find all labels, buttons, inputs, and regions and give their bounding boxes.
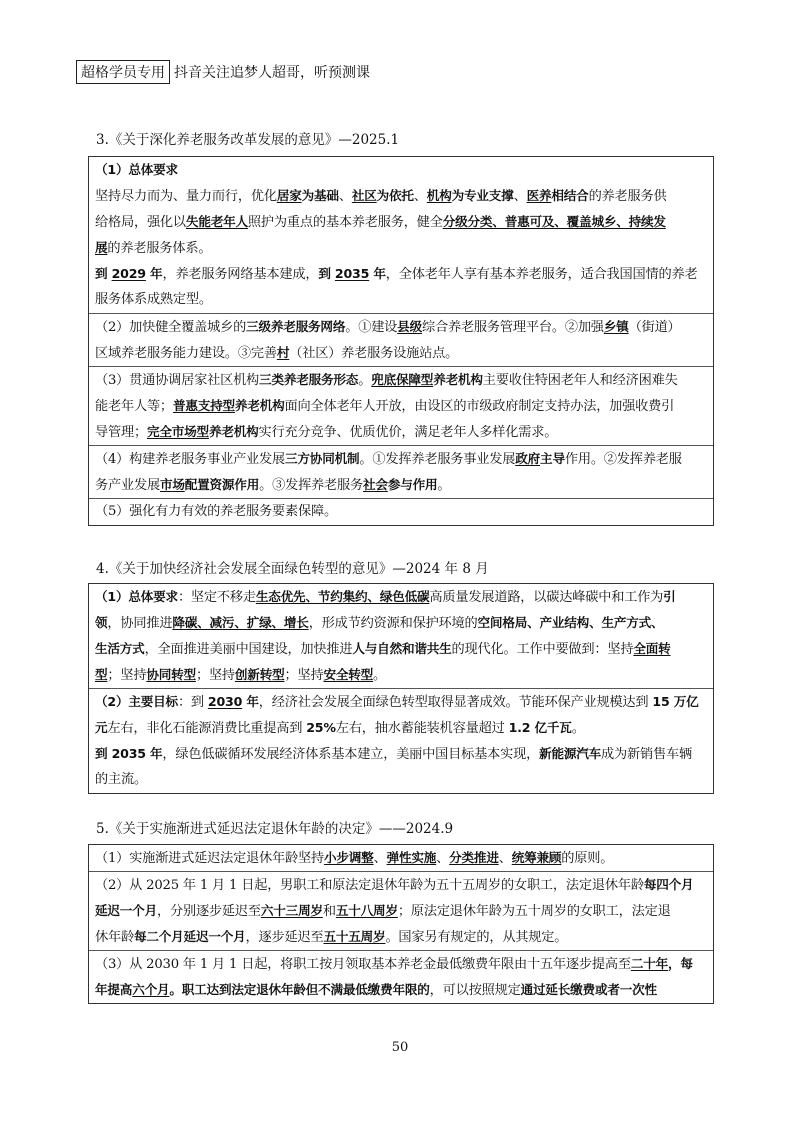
body-text: ：到 (177, 695, 208, 710)
text-line (95, 951, 707, 977)
emphasis-text: 引 (663, 589, 676, 604)
emphasis-text: 政府 (515, 451, 541, 466)
emphasis-text: 六十三周岁 (260, 903, 323, 918)
body-text: （1）实施渐进式延迟法定退休年龄坚持 (95, 851, 324, 866)
emphasis-text: 社会 (363, 477, 388, 492)
text-line (95, 741, 707, 767)
emphasis-text: 社区 (351, 188, 377, 203)
text-line (95, 261, 707, 287)
body-text: ，分别逐步延迟至 (156, 904, 261, 919)
body-text: 坚持尽力而为、量力而行，优化 (95, 189, 277, 204)
section-row (89, 314, 713, 367)
body-text: ，绿色低碳循环发展经济体系基本建立，美丽中国目标基本实现， (162, 747, 540, 762)
body-text: ，养老服务网络基本建成， (162, 267, 319, 282)
text-line (95, 977, 707, 1003)
body-text: 成为新销售车辆 (601, 747, 692, 762)
emphasis-text: （1）总体要求 (95, 589, 178, 604)
emphasis-text: 延迟一个月 (95, 903, 157, 918)
body-text: 、 (436, 851, 450, 866)
section-row (89, 689, 713, 793)
emphasis-text: 市场 (159, 477, 185, 492)
body-text: 的原则。 (561, 851, 614, 866)
text-line (95, 715, 707, 741)
text-line (95, 419, 707, 445)
body-text: 。①发挥养老服务事业发展 (359, 452, 516, 467)
emphasis-text: 为依托 (376, 188, 414, 203)
text-line (95, 472, 707, 498)
emphasis-text: 2029 (111, 266, 146, 281)
body-text: 、 (413, 189, 427, 204)
text-line (95, 393, 707, 419)
emphasis-text: 机构 (426, 188, 452, 203)
body-text: 面向全体老年人开放，由设区的市级政府制定支持办法，加强收费引 (284, 399, 675, 414)
emphasis-text: 生态优先、节约集约、绿色低碳 (255, 589, 430, 604)
body-text: （4）构建养老服务事业产业发展 (95, 452, 286, 467)
body-text: 综合养老服务管理平台。②加强 (421, 320, 604, 335)
body-text: （3）从 2030 年 1 月 1 日起，将职工按月领取基本养老金最低缴费年限由十五年逐步提高至 (95, 957, 631, 972)
emphasis-text: 到 (95, 266, 112, 281)
body-text: 区域养老服务能力建设。③完善 (95, 346, 277, 361)
body-text: ，形成节约资源和保护环境的 (308, 616, 478, 631)
section-row (89, 584, 713, 689)
body-text: 的主流。 (95, 772, 147, 787)
text-line (95, 314, 707, 340)
emphasis-text: 相结合 (551, 188, 589, 203)
section-title-4: 4.《关于加快经济社会发展全面绿色转型的意见》—2024 年 8 月 (96, 561, 489, 577)
text-line (95, 287, 707, 313)
emphasis-text: 生活方式 (95, 641, 145, 656)
body-text: 。 (437, 478, 451, 493)
emphasis-text: 三类养老服务形态 (259, 372, 359, 387)
emphasis-text: 。职工达到法定退休年龄但不满最低缴费年限的 (169, 982, 430, 997)
emphasis-text: 弹性实施 (386, 850, 437, 865)
section-row (89, 367, 713, 446)
emphasis-text: 养老机构 (234, 398, 285, 413)
student-tag: 超格学员专用 (76, 60, 170, 84)
page-number: 50 (391, 1040, 409, 1055)
section-row (89, 446, 713, 499)
emphasis-text: 年提高 (95, 982, 133, 997)
body-text: 。①建设 (345, 320, 398, 335)
emphasis-text: （1）总体要求 (95, 162, 178, 177)
body-text: 能老年人等； (95, 399, 173, 414)
text-line (95, 898, 707, 924)
body-text: 左右，非化石能源消费比重提高到 (107, 721, 307, 736)
text-line (95, 235, 707, 261)
body-text: 左右，抽水蓄能装机容量超过 (335, 721, 509, 736)
text-line (95, 499, 707, 525)
emphasis-text: 通过延长缴费或者一次性 (520, 982, 657, 997)
emphasis-text: 配置资源作用 (184, 477, 260, 492)
text-line (95, 157, 707, 183)
emphasis-text: 小步调整 (323, 850, 374, 865)
emphasis-text: 普惠支持型 (172, 398, 235, 413)
body-text: 。国家另有规定的，从其规定。 (385, 930, 568, 945)
section-row (89, 157, 713, 314)
body-text: 高质量发展道路，以碳达峰碳中和工作为 (429, 590, 664, 605)
emphasis-text: 参与作用 (387, 477, 438, 492)
body-text: 的养老服务体系。 (107, 241, 212, 256)
emphasis-text: 医养 (526, 188, 552, 203)
body-text: （社区）养老服务设施站点。 (289, 346, 459, 361)
emphasis-text: 型 (95, 667, 108, 682)
body-text: ，全面推进美丽中国建设，加快推进 (144, 642, 353, 657)
emphasis-text: 五十八周岁 (335, 903, 398, 918)
section-box-4 (88, 583, 714, 794)
emphasis-text: 领 (95, 615, 108, 630)
body-text: 作用。②发挥养老服 (564, 452, 682, 467)
body-text: （3）贯通协调居家社区机构 (95, 373, 260, 388)
emphasis-text: ，每 (668, 956, 693, 971)
emphasis-text: 15 万亿 (652, 694, 699, 709)
body-text: 、 (338, 189, 352, 204)
body-text: （街道） (628, 320, 681, 335)
emphasis-text: 全面转 (633, 641, 671, 656)
body-text: 。③发挥养老服务 (259, 478, 364, 493)
body-text: 的现代化。工作中要做到：坚持 (451, 642, 634, 657)
body-text: （2）从 2025 年 1 月 1 日起，男职工和原法定退休年龄为五十五周岁的女职工，法定退休年龄 (95, 878, 644, 893)
emphasis-text: 县级 (397, 319, 422, 334)
text-line (95, 924, 707, 950)
body-text: ，经济社会发展全面绿色转型取得显著成效。节能环保产业规模达到 (258, 695, 653, 710)
body-text: 。 (571, 721, 585, 736)
emphasis-text: 人与自然和谐共生 (352, 641, 452, 656)
emphasis-text: 分级分类、普惠可及、覆盖城乡、持续发 (442, 214, 666, 229)
body-text: ，逐步延迟至 (245, 930, 324, 945)
section-row (89, 499, 713, 525)
emphasis-text: 兜底保障型 (371, 372, 434, 387)
text-line (95, 340, 707, 366)
text-line (95, 636, 707, 662)
emphasis-text: 协同转型 (146, 667, 196, 682)
emphasis-text: 1.2 亿千瓦 (508, 720, 572, 735)
section-row (89, 951, 713, 1003)
body-text: 、 (513, 189, 527, 204)
body-text: （2）加快健全覆盖城乡的 (95, 320, 247, 335)
section-row (89, 872, 713, 951)
body-text: ，协同推进 (107, 616, 173, 631)
body-text: 的养老服务供 (588, 189, 667, 204)
body-text: ；原法定退休年龄为五十周岁的女职工，法定退 (397, 904, 671, 919)
body-text: 导管理； (95, 425, 147, 440)
text-line (95, 584, 707, 610)
text-line (95, 209, 707, 235)
emphasis-text: 为专业支撑 (451, 188, 514, 203)
emphasis-text: 二十年 (630, 956, 669, 971)
emphasis-text: 到 (318, 266, 335, 281)
emphasis-text: 三级养老服务网络 (246, 319, 346, 334)
body-text: ，全体老年人享有基本养老服务，适合我国国情的养老 (385, 267, 698, 282)
emphasis-text: 安全转型 (323, 667, 374, 682)
emphasis-text: 五十五周岁 (323, 929, 386, 944)
emphasis-text: （2）主要目标 (95, 694, 178, 709)
section-title-3: 3.《关于深化养老服务改革发展的意见》—2025.1 (96, 132, 400, 148)
emphasis-text: 乡镇 (603, 319, 629, 334)
body-text: 。 (373, 668, 387, 683)
emphasis-text: 2035 (334, 266, 370, 281)
text-line (95, 610, 707, 636)
section-box-5 (88, 844, 714, 1004)
emphasis-text: 村 (276, 345, 290, 360)
body-text: ；坚持 (195, 668, 235, 683)
text-line (95, 662, 707, 688)
emphasis-text: 养老机构 (208, 424, 259, 439)
text-line (95, 446, 707, 472)
body-text: 给格局，强化以 (95, 215, 186, 230)
body-text: 实行充分竞争、优质优价，满足老年人多样化需求。 (258, 425, 558, 440)
body-text: （5）强化有力有效的养老服务要素保障。 (95, 504, 337, 519)
body-text: 、 (373, 851, 387, 866)
section-title-5: 5.《关于实施渐进式延迟法定退休年龄的决定》——2024.9 (96, 821, 454, 837)
body-text: 。 (358, 373, 372, 388)
text-line (95, 845, 707, 871)
section-row (89, 845, 713, 872)
emphasis-text: 创新转型 (234, 667, 285, 682)
emphasis-text: 失能老年人 (185, 214, 248, 229)
emphasis-text: 完全市场型 (146, 424, 209, 439)
emphasis-text: 为基础 (301, 188, 339, 203)
body-text: 、 (498, 851, 512, 866)
emphasis-text: 年 (369, 266, 386, 281)
text-line (95, 872, 707, 898)
text-line (95, 183, 707, 209)
text-line (95, 689, 707, 715)
body-text: 和 (322, 904, 336, 919)
section-box-3 (88, 156, 714, 526)
body-text: 休年龄 (95, 930, 134, 945)
body-text: 务产业发展 (95, 478, 160, 493)
emphasis-text: 分类推进 (449, 850, 499, 865)
emphasis-text: 三方协同机制 (285, 451, 360, 466)
body-text: ，可以按照规定 (429, 983, 521, 998)
emphasis-text: 居家 (276, 188, 302, 203)
body-text: 主要收住特困老年人和经济困难失 (482, 373, 678, 388)
emphasis-text: 元 (95, 720, 108, 735)
emphasis-text: 2030 (207, 694, 243, 709)
emphasis-text: 25% (306, 720, 336, 735)
emphasis-text: 主导 (540, 451, 565, 466)
body-text: 服务体系成熟定型。 (95, 292, 212, 307)
emphasis-text: 年 (242, 694, 259, 709)
emphasis-text: 六个月 (132, 982, 170, 997)
body-text: ；坚持 (284, 668, 324, 683)
body-text: ；坚持 (107, 668, 147, 683)
body-text: ：坚定不移走 (177, 590, 256, 605)
emphasis-text: 年 (145, 266, 163, 281)
body-text: 照护为重点的基本养老服务，健全 (247, 215, 443, 230)
emphasis-text: 每二个月延迟一个月 (133, 929, 246, 944)
emphasis-text: 到 2035 年 (95, 746, 163, 761)
emphasis-text: 每四个月 (643, 877, 694, 892)
emphasis-text: 展 (95, 240, 108, 255)
header-text: 抖音关注追梦人超哥，听预测课 (174, 65, 370, 81)
text-line (95, 767, 707, 793)
emphasis-text: 空间格局、产业结构、生产方式、 (477, 615, 664, 630)
emphasis-text: 统筹兼顾 (511, 850, 562, 865)
emphasis-text: 新能源汽车 (539, 746, 602, 761)
emphasis-text: 降碳、减污、扩绿、增长 (172, 615, 309, 630)
text-line (95, 367, 707, 393)
emphasis-text: 养老机构 (433, 372, 483, 387)
header (76, 60, 370, 84)
